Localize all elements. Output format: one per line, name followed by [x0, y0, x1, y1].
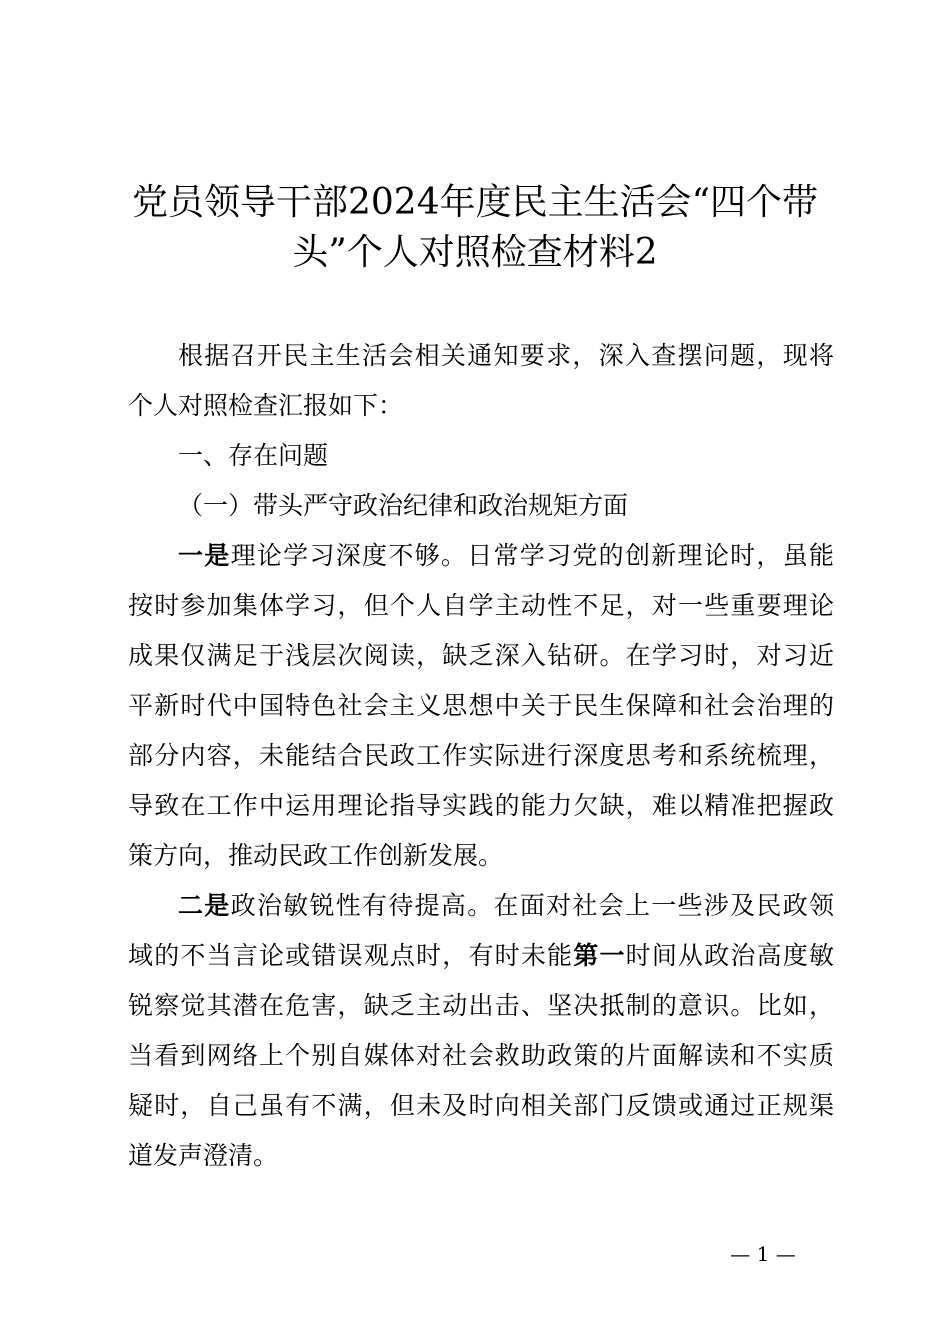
point2-second-line-b: 时间从政治高度敏: [625, 941, 834, 970]
point2-first-line-text: 政治敏锐性有待提高。在面对社会上一些涉及民政领: [230, 891, 834, 920]
point1-line: 成果仅满足于浅层次阅读，缺乏深入钻研。在学习时，对习近: [128, 641, 834, 670]
point1-first-line-text: 理论学习深度不够。日常学习党的创新理论时，虽能: [230, 541, 834, 570]
title-line-2: 头”个人对照检查材料2: [292, 232, 658, 273]
point1-line: 按时参加集体学习，但个人自学主动性不足，对一些重要理论: [128, 591, 834, 620]
subsection-heading: （一）带头严守政治纪律和政治规矩方面: [178, 491, 629, 520]
point2-line: 疑时，自己虽有不满，但未及时向相关部门反馈或通过正规渠: [128, 1091, 834, 1120]
section-heading: 一、存在问题: [178, 441, 329, 470]
point1-first-line: [128, 531, 834, 581]
point2-lead: 二是: [178, 891, 231, 920]
point2-first-line: [128, 881, 834, 931]
point1-line: 部分内容，未能结合民政工作实际进行深度思考和系统梳理，: [128, 741, 834, 770]
intro-line-1: 根据召开民主生活会相关通知要求，深入查摆问题，现将: [178, 341, 834, 370]
point2-line: 当看到网络上个别自媒体对社会救助政策的片面解读和不实质: [128, 1041, 834, 1070]
point2-second-line: [128, 931, 834, 981]
point2-line: 道发声澄清。: [128, 1141, 279, 1170]
document-body: [128, 331, 834, 1181]
point2-second-line-bold: 第一: [573, 941, 626, 970]
intro-line-2: 个人对照检查汇报如下：: [128, 391, 404, 420]
title-line-1: 党员领导干部2024年度民主生活会“四个带: [131, 182, 819, 223]
point2-second-line-a: 域的不当言论或错误观点时，有时未能: [128, 941, 574, 970]
document-title: [120, 178, 830, 278]
point1-line: 导致在工作中运用理论指导实践的能力欠缺，难以精准把握政: [128, 791, 834, 820]
point1-line: 平新时代中国特色社会主义思想中关于民生保障和社会治理的: [128, 691, 834, 720]
point1-lead: 一是: [178, 541, 231, 570]
point2-line: 锐察觉其潜在危害，缺乏主动出击、坚决抵制的意识。比如，: [128, 991, 834, 1020]
point1-line: 策方向，推动民政工作创新发展。: [128, 841, 504, 870]
page-number: — 1 —: [730, 1242, 796, 1266]
